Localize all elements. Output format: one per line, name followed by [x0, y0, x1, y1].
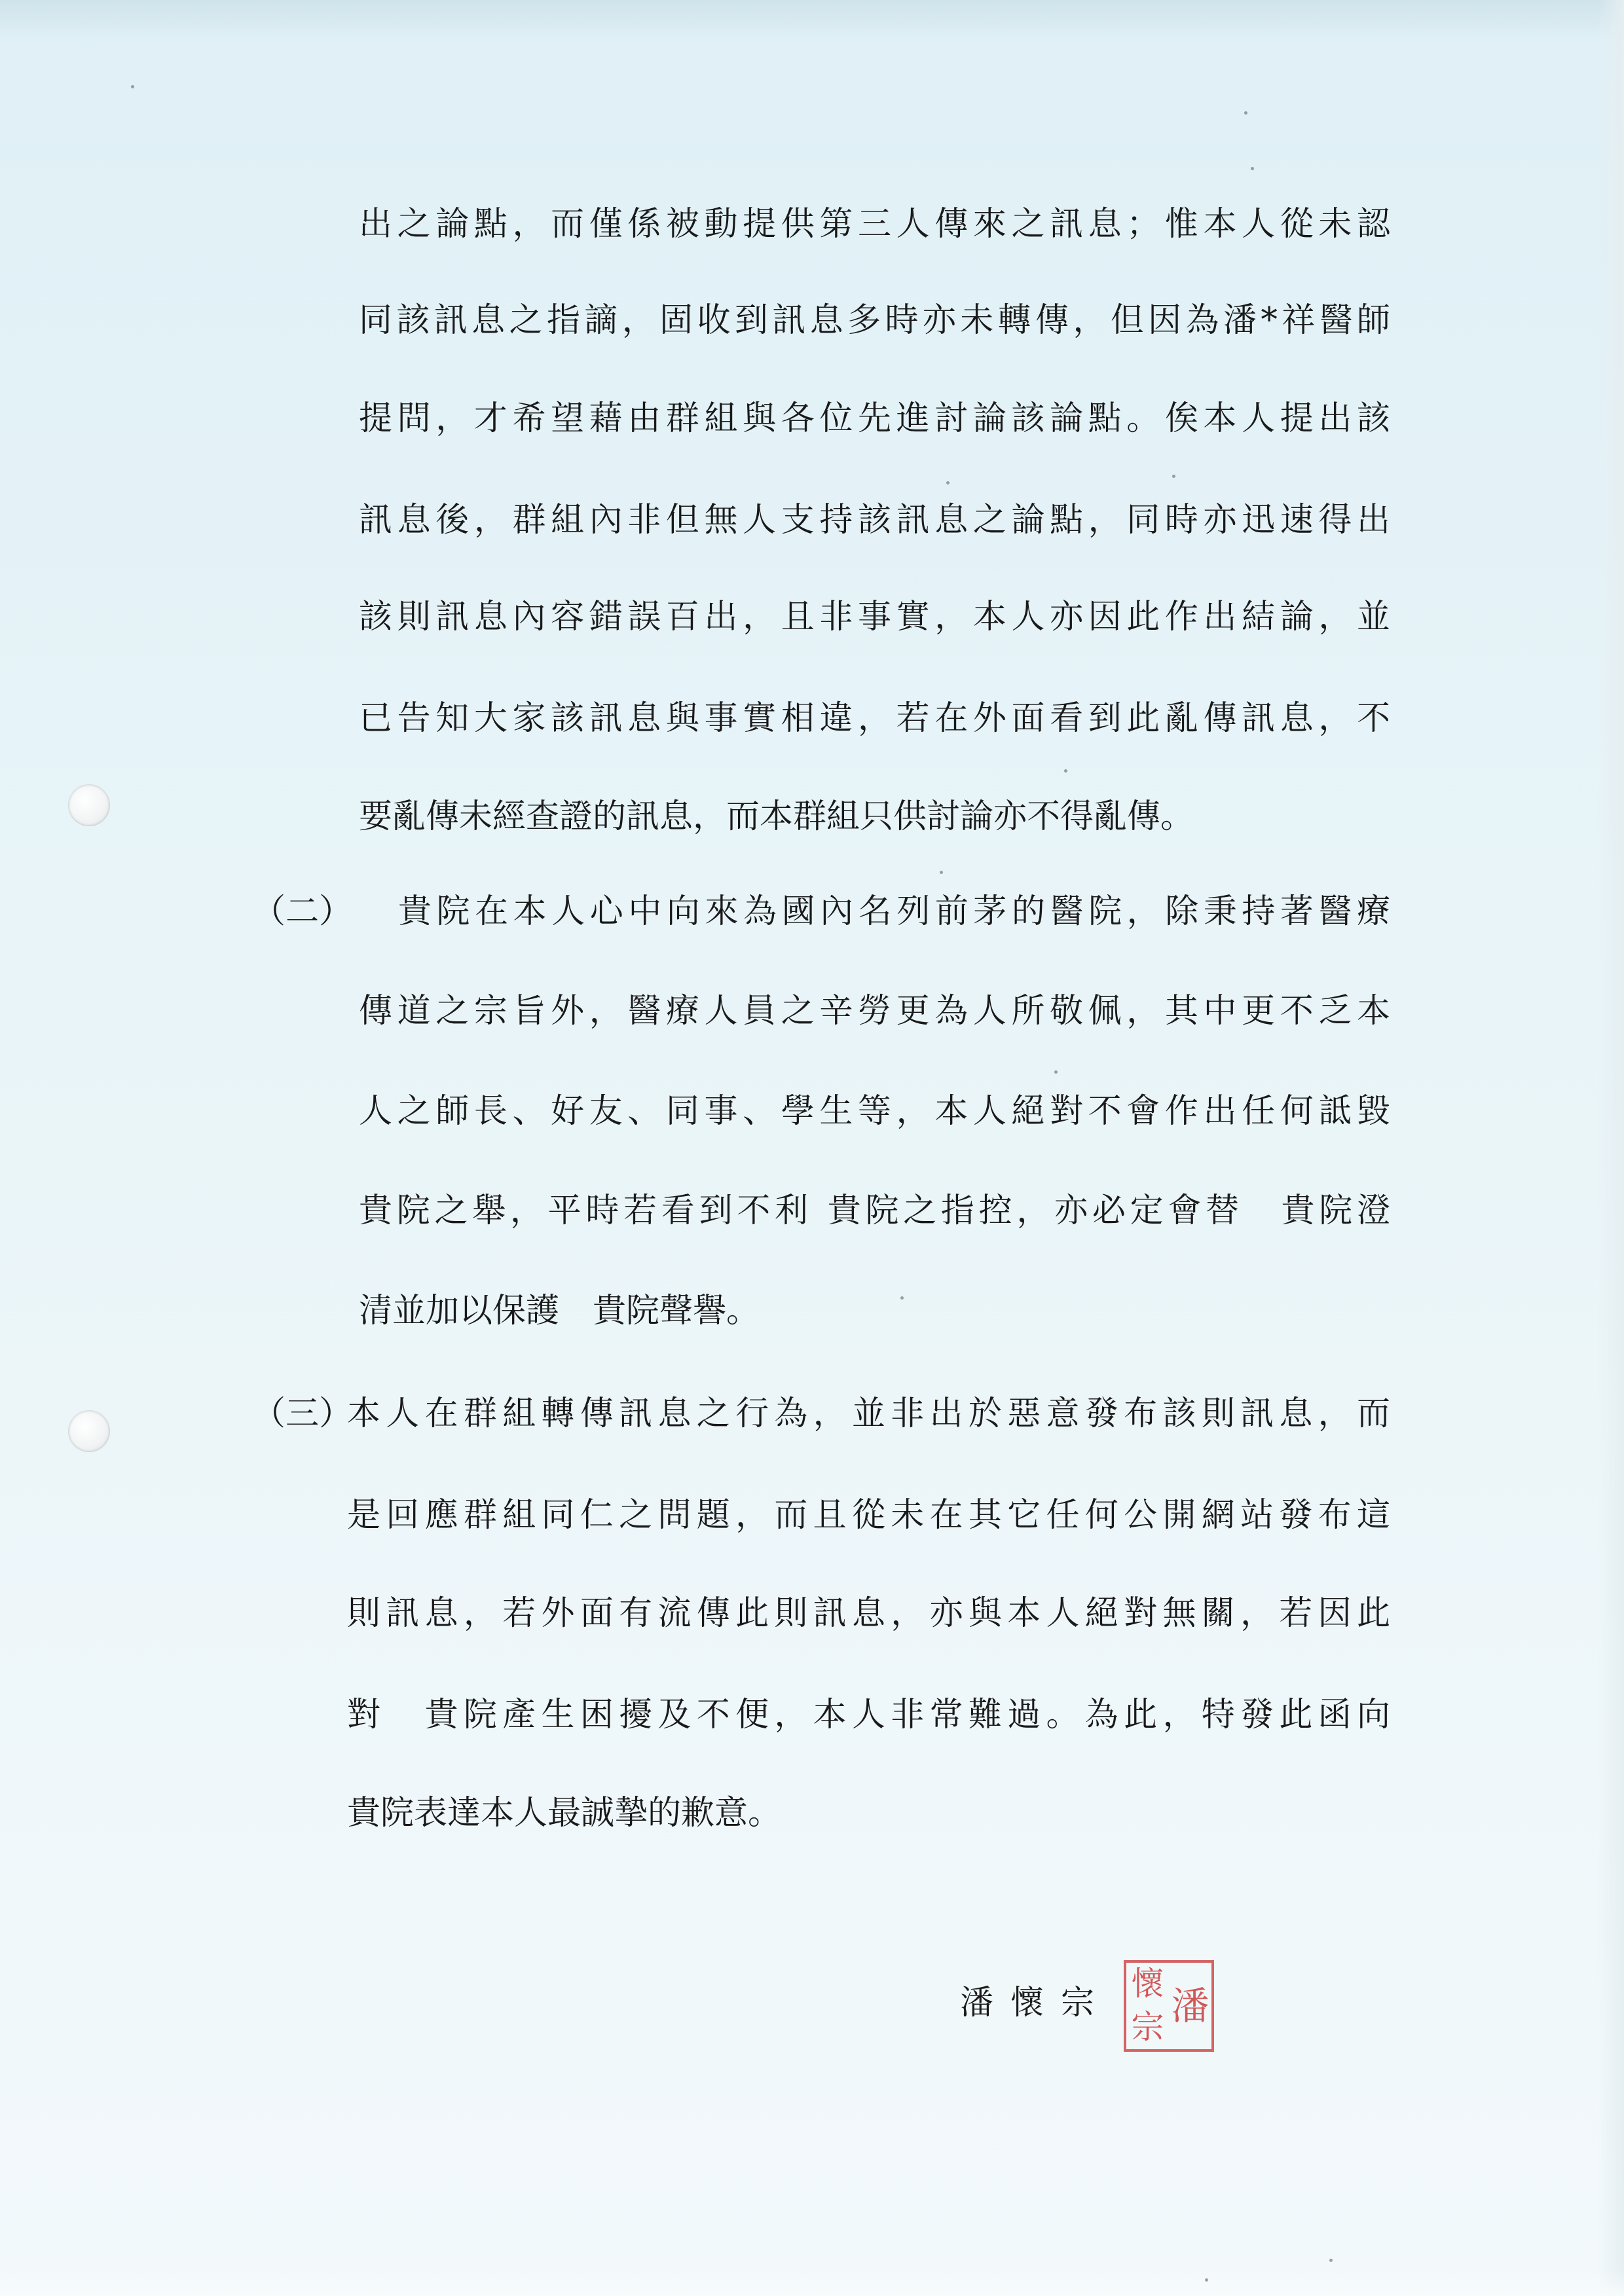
text-line: 人之師長、好友、同事、學生等，本人絕對不會作出任何詆毀 — [359, 1092, 1390, 1131]
seal-char: 潘 — [1171, 1984, 1209, 2028]
text-line: 傳道之宗旨外，醫療人員之辛勞更為人所敬佩，其中更不乏本 — [359, 992, 1390, 1030]
text-line: 本人在群組轉傳訊息之行為，並非出於惡意發布該則訊息，而 — [347, 1394, 1390, 1433]
punch-hole-icon — [68, 784, 110, 826]
text-line: 提問，才希望藉由群組與各位先進討論該論點。俟本人提出該 — [359, 399, 1390, 438]
text-line: 貴院表達本人最誠摯的歉意。 — [347, 1794, 782, 1832]
scan-speck — [1172, 475, 1175, 478]
text-line: 清並加以保護 貴院聲譽。 — [359, 1292, 760, 1330]
scan-speck — [131, 85, 134, 88]
scan-speck — [1329, 2259, 1333, 2262]
text-line: 貴院在本人心中向來為國內名列前茅的醫院，除秉持著醫療 — [398, 892, 1390, 931]
scan-speck — [1064, 769, 1067, 773]
scan-edge-right — [1598, 0, 1624, 2296]
text-line: 是回應群組同仁之問題，而且從未在其它任何公開網站發布這 — [347, 1496, 1390, 1535]
red-seal-stamp-icon — [1124, 1960, 1214, 2052]
scan-speck — [1054, 1070, 1058, 1074]
text-line: 貴院之舉，平時若看到不利 貴院之指控，亦必定會替 貴院澄 — [359, 1192, 1390, 1230]
scan-edge-bottom — [0, 2270, 1624, 2296]
section-marker: （二） — [252, 892, 353, 931]
seal-char: 懷 — [1131, 1965, 1164, 2003]
signer-name: 潘懷宗 — [960, 1984, 1112, 2022]
punch-hole-icon — [68, 1410, 110, 1452]
text-line: 已告知大家該訊息與事實相違，若在外面看到此亂傳訊息，不 — [359, 699, 1390, 738]
text-line: 則訊息，若外面有流傳此則訊息，亦與本人絕對無關，若因此 — [347, 1594, 1390, 1633]
seal-char: 宗 — [1131, 2008, 1164, 2046]
section-marker: （三） — [252, 1394, 353, 1433]
text-line: 同該訊息之指謫，固收到訊息多時亦未轉傳，但因為潘*祥醫師 — [359, 301, 1390, 340]
scan-speck — [940, 871, 943, 874]
scan-speck — [1251, 167, 1254, 170]
text-line: 出之論點，而僅係被動提供第三人傳來之訊息；惟本人從未認 — [359, 205, 1390, 244]
text-line: 訊息後，群組內非但無人支持該訊息之論點，同時亦迅速得出 — [359, 501, 1390, 539]
scan-speck — [946, 481, 950, 484]
scan-speck — [900, 1296, 904, 1300]
text-line: 要亂傳未經查證的訊息，而本群組只供討論亦不得亂傳。 — [359, 797, 1194, 836]
scan-speck — [1205, 2278, 1208, 2282]
scan-edge-top — [0, 0, 1624, 39]
text-line: 該則訊息內容錯誤百出，且非事實，本人亦因此作出結論，並 — [359, 598, 1390, 636]
scan-speck — [1244, 111, 1247, 115]
text-line: 對 貴院產生困擾及不便，本人非常難過。為此，特發此函向 — [347, 1696, 1390, 1734]
